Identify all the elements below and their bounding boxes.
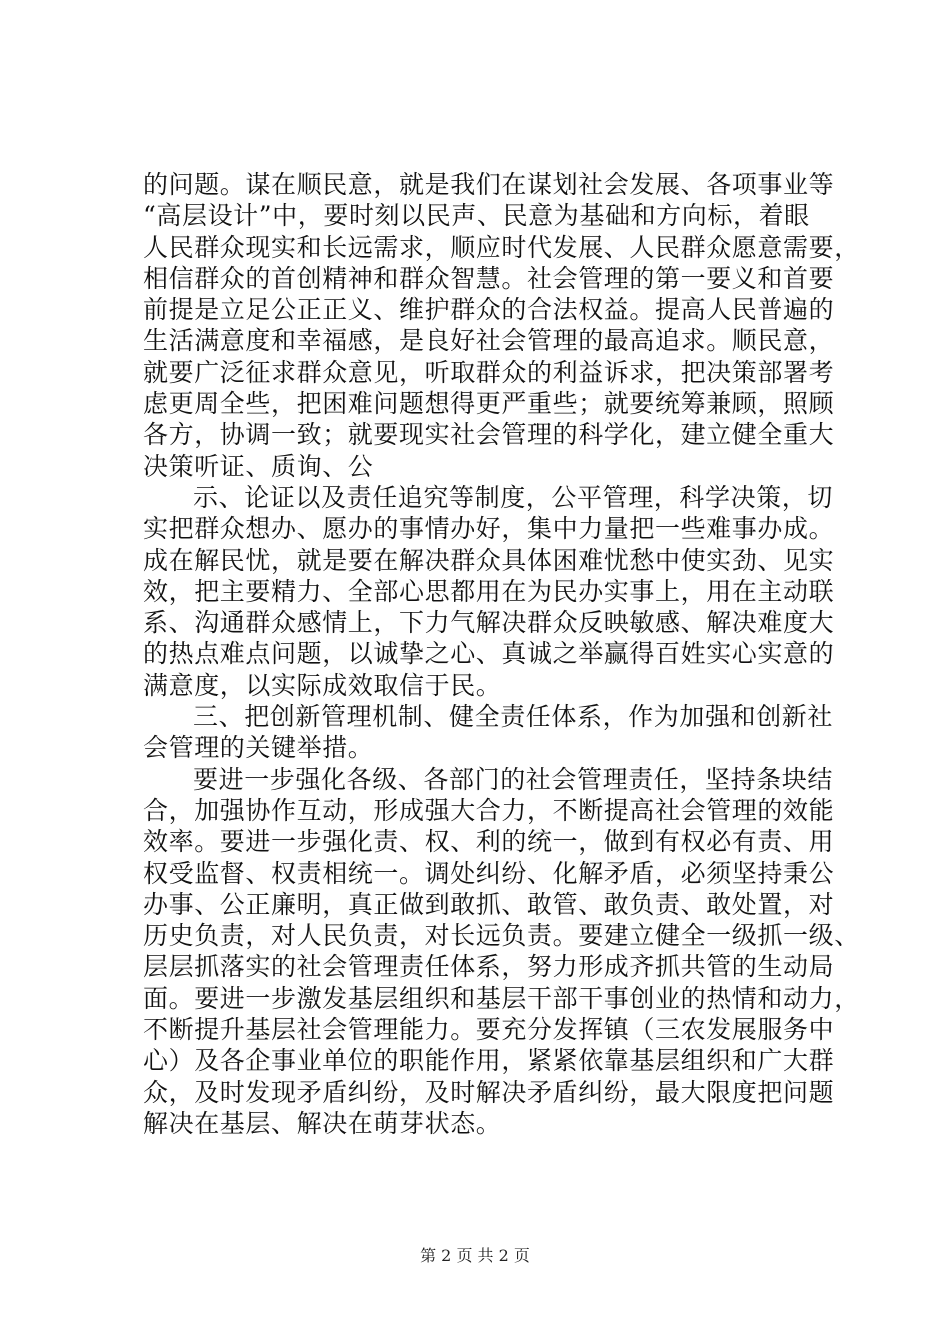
- text-line: 解决在基层、解决在萌芽状态。: [143, 1108, 502, 1138]
- text-line: 效率。要进一步强化责、权、利的统一，做到有权必有责、用: [143, 827, 835, 857]
- text-line: 各方，协调一致；就要现实社会管理的科学化，建立健全重大: [143, 420, 835, 450]
- text-line: “高层设计”中，要时刻以民声、民意为基础和方向标，着眼: [143, 201, 810, 231]
- text-line: 示、论证以及责任追究等制度，公平管理，科学决策，切: [193, 482, 834, 512]
- text-line: 系、沟通群众感情上，下力气解决群众反映敏感、解决难度大: [143, 608, 835, 638]
- text-line: 不断提升基层社会管理能力。要充分发挥镇（三农发展服务中: [143, 1015, 835, 1045]
- text-line: 众，及时发现矛盾纠纷，及时解决矛盾纠纷，最大限度把问题: [143, 1077, 835, 1107]
- text-line: 权受监督、权责相统一。调处纠纷、化解矛盾，必须坚持秉公: [143, 858, 835, 888]
- text-line: 虑更周全些，把困难问题想得更严重些；就要统筹兼顾，照顾: [143, 389, 835, 419]
- text-line: 决策听证、质询、公: [143, 451, 374, 481]
- text-line: 心）及各企事业单位的职能作用，紧紧依靠基层组织和广大群: [143, 1046, 835, 1076]
- document-body: [143, 169, 860, 1139]
- text-line: 合，加强协作互动，形成强大合力，不断提高社会管理的效能: [143, 795, 835, 825]
- text-line: 就要广泛征求群众意见，听取群众的利益诉求，把决策部署考: [143, 357, 835, 387]
- text-line: 三、把创新管理机制、健全责任体系，作为加强和创新社: [193, 702, 834, 732]
- text-line: 层层抓落实的社会管理责任体系，努力形成齐抓共管的生动局: [143, 952, 835, 982]
- text-line: 人民群众现实和长远需求，顺应时代发展、人民群众愿意需要，: [143, 232, 860, 262]
- text-line: 满意度，以实际成效取信于民。: [143, 670, 502, 700]
- text-line: 要进一步强化各级、各部门的社会管理责任，坚持条块结: [193, 764, 834, 794]
- page-footer: 第 2 页 共 2 页: [420, 1246, 530, 1265]
- text-line: 前提是立足公正正义、维护群众的合法权益。提高人民普遍的: [143, 295, 835, 325]
- text-line: 办事、公正廉明，真正做到敢抓、敢管、敢负责、敢处置，对: [143, 889, 835, 919]
- text-line: 历史负责，对人民负责，对长远负责。要建立健全一级抓一级、: [143, 921, 860, 951]
- text-line: 相信群众的首创精神和群众智慧。社会管理的第一要义和首要: [143, 263, 835, 293]
- text-line: 实把群众想办、愿办的事情办好，集中力量把一些难事办成。: [143, 514, 835, 544]
- text-line: 生活满意度和幸福感，是良好社会管理的最高追求。顺民意，: [143, 326, 835, 356]
- text-line: 成在解民忧，就是要在解决群众具体困难忧愁中使实劲、见实: [143, 545, 835, 575]
- text-line: 的热点难点问题，以诚挚之心、真诚之举赢得百姓实心实意的: [143, 639, 835, 669]
- text-line: 效，把主要精力、全部心思都用在为民办实事上，用在主动联: [143, 576, 835, 606]
- text-line: 会管理的关键举措。: [143, 733, 374, 763]
- text-line: 面。要进一步激发基层组织和基层干部干事创业的热情和动力，: [143, 983, 860, 1013]
- text-line: 的问题。谋在顺民意，就是我们在谋划社会发展、各项事业等: [143, 170, 835, 199]
